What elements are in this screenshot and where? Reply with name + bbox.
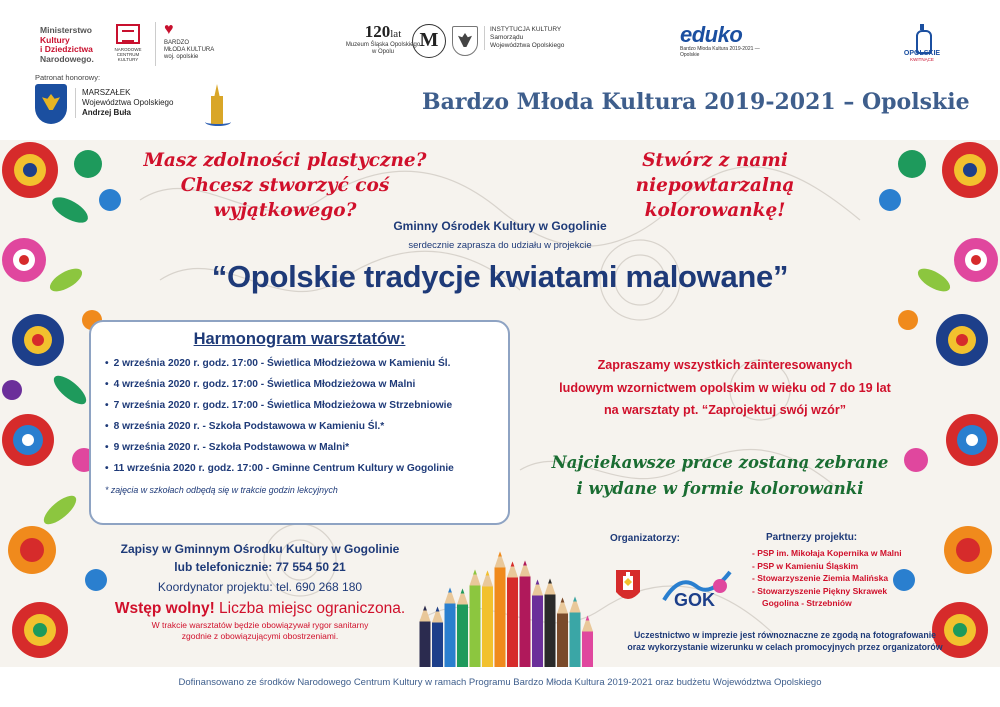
funding-note: Dofinansowano ze środków Narodowego Centrum Kultury w ramach Programu Bardzo Młoda Kultura 2019-2021 oraz budżetu Województwa Opolskiego (178, 677, 822, 688)
partner-item: - PSP im. Mikołaja Kopernika w Malni (752, 547, 932, 560)
pencil (432, 607, 443, 668)
pencil (557, 598, 568, 668)
pencil (520, 561, 531, 668)
bmk-logo: ♥ BARDZO MŁODA KULTURA woj. opolskie (155, 22, 225, 66)
opolskie-logo: OPOLSKIE KWITNĄCE (892, 24, 952, 68)
schedule-item: • 4 września 2020 r. godz. 17:00 - Świetlica Młodzieżowa w Malni (105, 374, 494, 395)
result-text: Najciekawsze prace zostaną zebrane i wydane w formie kolorowanki (551, 453, 889, 498)
eduko-logo: eduko Bardzo Młoda Kultura 2019-2021 — Opolskie (680, 22, 760, 58)
tower-logo-icon (205, 82, 231, 128)
poster (0, 140, 1000, 667)
pencil (457, 589, 468, 668)
pencil (495, 552, 506, 668)
partners (752, 532, 932, 610)
invite-text: serdecznie zaprasza do udziału w projekcie (408, 240, 592, 251)
pencil (445, 588, 456, 668)
partner-item: Gogolina - Strzebniów (762, 598, 852, 608)
partner-item: - Stowarzyszenie Piękny Skrawek (752, 585, 932, 598)
patronage-label: Patronat honorowy: (35, 73, 101, 82)
schedule-box (89, 320, 510, 525)
organizer-name: Gminny Ośrodek Kultury w Gogolinie (393, 219, 607, 233)
schedule-list (105, 353, 494, 479)
partner-item: - PSP w Kamieniu Śląskim (752, 560, 932, 573)
pencil (507, 562, 518, 668)
pencil (570, 597, 581, 668)
consent-text: Uczestnictwo w imprezie jest równoznaczne ze zgodą na fotografowanie oraz wykorzystanie wizerunku w celach promocyjnych przez organizatorów (627, 630, 943, 652)
nck-icon (116, 24, 140, 44)
heart-icon: ♥ (164, 21, 174, 38)
eagle-shield-icon (452, 26, 478, 56)
partner-item: - Stowarzyszenie Ziemia Malińska (752, 572, 932, 585)
ministry-name: Ministerstwo Kultury i Dziedzictwa Narodowego. (40, 25, 94, 64)
header (0, 0, 1000, 140)
headline-left: Masz zdolności plastyczne? Chcesz stworzyć coś wyjątkowego? (143, 150, 427, 221)
ministry-logo (30, 22, 220, 70)
pencil (532, 580, 543, 668)
project-title: “Opolskie tradycje kwiatami malowane” (211, 259, 789, 294)
colored-pencils-image (412, 512, 602, 667)
registration-info: Zapisy w Gminnym Ośrodku Kultury w Gogolinie lub telefonicznie: 77 554 50 21 Koordynator projektu: tel. 690 268 180 Wstęp wolny! Liczba miejsc ograniczona. W trakcie warsztatów będzie obowiązywał rygor sanitarny zgodnie z obowiązującymi obostrzeniami. (80, 540, 440, 642)
tower-icon (914, 24, 930, 50)
gok-logo-icon (660, 564, 740, 610)
footer (0, 667, 1000, 707)
partners-list (752, 547, 932, 610)
pencil (482, 571, 493, 668)
schedule-item: • 8 września 2020 r. - Szkoła Podstawowa w Kamieniu Śl.* (105, 416, 494, 437)
page-title: Bardzo Młoda Kultura 2019-2021 – Opolskie (422, 89, 970, 115)
pencil (545, 579, 556, 668)
invitation-text: Zapraszamy wszystkich zainteresowanych ludowym wzornictwem opolskim w wieku od 7 do 19 lat na warsztaty pt. “Zaprojektuj swój wzór” (559, 358, 891, 417)
marshal-logo: MARSZAŁEK Województwa Opolskiego Andrzej Buła (35, 84, 225, 130)
schedule-item: • 2 września 2020 r. godz. 17:00 - Świetlica Młodzieżowa w Kamieniu Śl. (105, 353, 494, 374)
pencil (420, 606, 431, 668)
gogolin-crest-icon (614, 568, 642, 606)
organizers-label: Organizatorzy: (610, 533, 681, 544)
partners-label: Partnerzy projektu: (766, 532, 858, 543)
museum-logo: 120lat Muzeum Śląska Opolskiego w Opolu (345, 22, 421, 55)
free-entry: Wstęp wolny! Liczba miejsc ograniczona. (114, 600, 406, 617)
schedule-note: * zajęcia w szkołach odbędą się w trakcie godzin lekcyjnych (105, 485, 338, 495)
pencil (582, 616, 593, 668)
eagle-crest-icon (35, 84, 67, 124)
voivodeship-logo: INSTYTUCJA KULTURY Samorządu Województwa Opolskiego (452, 22, 572, 66)
museum-mark-icon: M (412, 24, 446, 58)
schedule-item: • 9 września 2020 r. - Szkoła Podstawowa w Malni* (105, 437, 494, 458)
schedule-item: • 11 września 2020 r. godz. 17:00 - Gminne Centrum Kultury w Gogolinie (105, 458, 494, 479)
schedule-item: • 7 września 2020 r. godz. 17:00 - Świetlica Młodzieżowa w Strzebniowie (105, 395, 494, 416)
headline-right: Stwórz z nami niepowtarzalną kolorowankę! (635, 150, 795, 221)
schedule-title: Harmonogram warsztatów: (193, 330, 406, 348)
nck-logo: NARODOWE CENTRUM KULTURY (112, 22, 144, 66)
gok-label: GOK (674, 590, 716, 610)
pencil (470, 570, 481, 668)
